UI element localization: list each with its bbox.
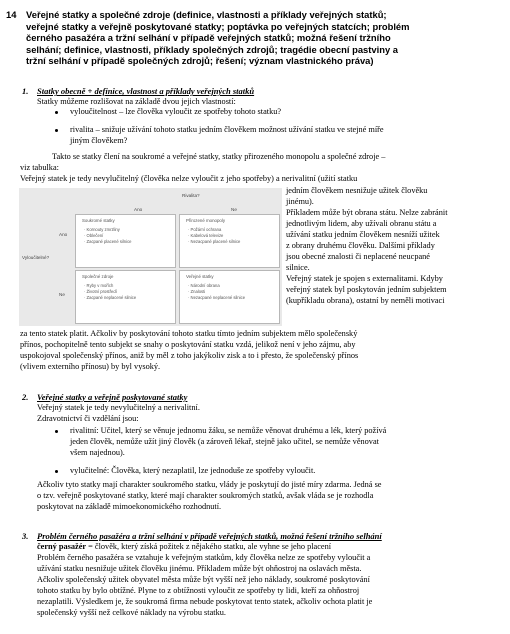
paragraph-line: (kupříkladu obrana), ostatní by neměli motivaci (286, 296, 445, 305)
section-title: Statky obecně + definice, vlastnost a příklady veřejných statků (37, 86, 255, 96)
cell-item: · Nezacpané placené silnice (188, 239, 241, 244)
paragraph-line: silnice. (286, 263, 310, 272)
paragraph-line: z obrany druhému člověku. Dalšími příklady (286, 241, 435, 250)
row-title: Vyloučitelné? (22, 255, 50, 260)
section-number: 2. (22, 392, 29, 402)
cell-common-resources (75, 270, 176, 324)
section-number: 1. (22, 86, 29, 96)
paragraph-line: viz tabulka: (20, 163, 59, 172)
bullet-text: vyloučitelnost – lze člověka vyloučit ze spotřeby tohoto statku? (70, 107, 282, 116)
paragraph-line: Veřejný statek je tedy nevylučitelný a nerivalitní. (37, 403, 200, 412)
cell-title: Soukromé statky (82, 218, 115, 223)
paragraph-line: o tzv. veřejně poskytované statky, které mají charakter soukromých statků, avšak vláda se je rozhodla (37, 491, 374, 500)
goods-classification-figure (19, 188, 282, 326)
heading-line: černého pasažéra a tržní selhání v případě veřejných statků; možná řešení tržního (26, 32, 391, 44)
paragraph-line: (vlivem externího přínosu) by byl vysoký. (20, 362, 161, 371)
bullet-text: jeden člověk, nemůže užít jiný člověk (a zároveň lékař, stejně jako učitel, se nemůže věnovat (70, 437, 379, 446)
cell-item: · Kornouty zmrzliny (84, 227, 120, 232)
heading-line: Veřejné statky a společné zdroje (definice, vlastnosti a příklady veřejných statků; (26, 9, 387, 20)
bullet-marker (55, 111, 58, 114)
paragraph-line: jednotlivým lidem, aby užívali obranu státu a (286, 219, 437, 228)
paragraph-line: užívání statku jedním člověkem nesníží užitek (286, 230, 440, 239)
paragraph-line: nezaplatili. Výsledkem je, že soukromá firma nebude poskytovat tento statek, ačkoliv ochota platit je (37, 597, 373, 606)
definition-text: = člověk, který získá požitek z nějakého statku, ale vyhne se jeho placení (86, 542, 332, 551)
cell-public-goods (179, 270, 280, 324)
definition-line (37, 542, 331, 552)
paragraph-line: uspokojoval společenský přínos, aniž by měl z toho jakýkoliv zisk a to i přesto, že společenský přínos (20, 351, 359, 360)
paragraph-line: jinému). (286, 197, 314, 206)
paragraph-line: společenský vyšší než celkové náklady na výrobu statku. (37, 608, 226, 617)
bullet-text: jiným člověkem? (70, 136, 128, 145)
cell-item: · Národní obrana (188, 283, 220, 288)
heading-line: selhání; definice, vlastnosti, příklady společných zdrojů; tragédie obecní pastviny a (26, 43, 398, 55)
row-no: Ne (59, 292, 65, 297)
section-title: Veřejné statky a veřejně poskytované statky (37, 392, 188, 402)
heading-line: tržní selhání v případě společných zdrojů; řešení; význam vlastnického práva) (26, 55, 374, 67)
bullet-text: rivalitní: Učitel, který se věnuje jednomu žáku, se nemůže věnovat druhému a lék, který požívá (70, 426, 387, 435)
paragraph-line: Zdravotnictví či vzdělání jsou: (37, 414, 139, 423)
cell-item: · Znalosti (188, 289, 206, 294)
paragraph-line: veřejný statek byl poskytován jedním subjektem (286, 285, 447, 294)
paragraph-line: jedním člověkem nesnižuje užitek člověku (286, 186, 428, 195)
cell-item: · Nezacpané neplacené silnice (188, 295, 246, 300)
paragraph-line: Veřejný statek je spojen s externalitami. Kdyby (286, 274, 443, 283)
bullet-text: rivalita – snižuje užívání tohoto statku jedním člověkem možnost užívání statku ve stejné míře (70, 125, 384, 134)
cell-item: · Ryby v mořích (84, 283, 114, 288)
paragraph-line: Problém černého pasažéra se vztahuje k veřejným statkům, kdy člověka nelze ze spotřeby vyloučit a (37, 553, 371, 562)
bullet-marker (55, 129, 58, 132)
paragraph-line: za tento statek platit. Ačkoliv by poskytování tohoto statku tímto jedním subjektem mělo společenský (20, 329, 358, 338)
row-yes: Ano (59, 232, 68, 237)
cell-item: · Životní prostředí (84, 289, 117, 294)
column-no: Ne (231, 207, 237, 212)
section-number: 3. (22, 531, 29, 541)
heading-line: veřejné statky a veřejně poskytované statky; poptávka po veřejných statcích; problém (26, 20, 410, 32)
bullet-marker (55, 430, 58, 433)
cell-natural-monopolies (179, 214, 280, 268)
cell-title: Veřejné statky (186, 274, 214, 279)
cell-item: · Požární ochrana (188, 227, 222, 232)
section-title: Problém černého pasažéra a tržní selhání v případě veřejných statků, možná řešení tržního selhání (37, 531, 382, 541)
cell-item: · Kabelová televize (188, 233, 224, 238)
cell-private-goods (75, 214, 176, 268)
paragraph-line: jsou obecné znalosti či neplacené neucpané (286, 252, 430, 261)
column-title: Rivalita? (182, 193, 200, 198)
cell-title: Přirozené monopoly (186, 218, 226, 223)
column-yes: Ano (134, 207, 143, 212)
paragraph-line: Takto se statky člení na soukromé a veřejné statky, statky přirozeného monopolu a společné zdroje – (52, 152, 386, 161)
bullet-marker (55, 470, 58, 473)
bullet-text: vylučitelné: Člověka, který nezaplatil, lze jednoduše ze spotřeby vyloučit. (70, 466, 316, 475)
cell-item: · Oblečení (84, 233, 104, 238)
chapter-number: 14 (6, 9, 17, 20)
paragraph-line: Veřejný statek je tedy nevylučitelný (člověka nelze vyloučit z jeho spotřeby) a nerivalitní (užití statku (20, 174, 358, 183)
cell-title: Společné zdroje (82, 274, 114, 279)
chapter-heading (6, 9, 502, 67)
paragraph-line: užívání statku nesnižuje užitek člověku jinému. Příkladem může být ohňostroj na oslavách města. (37, 564, 362, 573)
cell-item: · Zacpané placené silnice (84, 239, 132, 244)
paragraph-line: tohoto statku by bylo obtížné. Plyne to z obtížnosti vyloučit ze spotřeby ty lidi, kteří za ohňostroj (37, 586, 360, 595)
cell-item: · Zacpané neplacené silnice (84, 295, 137, 300)
paragraph-line: poskytovat na základě mimoekonomického rozhodnutí. (37, 502, 222, 511)
paragraph-line: Příkladem může být obrana státu. Nelze zabránit (286, 208, 448, 217)
paragraph-line: přínos, pochopitelně tento subjekt se snahy o poskytování statku vzdá, jelikož není v jeho zájmu, aby (20, 340, 356, 349)
term-free-rider: černý pasažér (37, 542, 87, 551)
paragraph-line: Statky můžeme rozlišovat na základě dvou jejich vlastností: (37, 97, 236, 106)
paragraph-line: Ačkoliv společenský užitek obyvatel města může být vyšší než jeho náklady, soukromé poskytování (37, 575, 370, 584)
paragraph-line: Ačkoliv tyto statky mají charakter soukromého statku, vlády je poskytují do jisté míry zdarma. Jedná se (37, 480, 382, 489)
bullet-text: všem najednou). (70, 448, 125, 457)
